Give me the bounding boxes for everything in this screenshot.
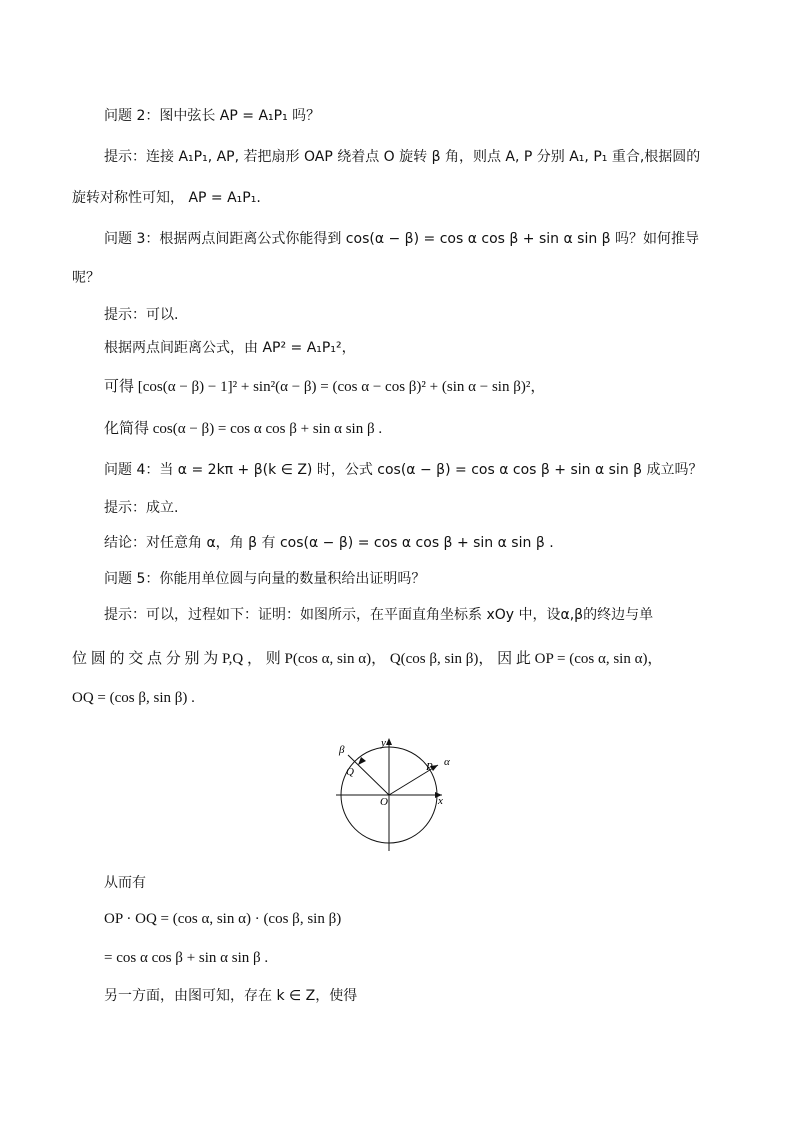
question-2: 问题 2：图中弦长 AP = A₁P₁ 吗？: [104, 108, 321, 124]
label-p: P: [426, 761, 433, 773]
hint-2-line-1: 提示：连接 A₁P₁, AP, 若把扇形 OAP 绕着点 O 旋转 β 角，则点 A, P 分别 A₁, P₁ 重合,根据圆的: [104, 149, 701, 165]
label-origin: O: [380, 796, 388, 808]
question-3-line-2: 呢？: [72, 270, 100, 286]
question-3-line-1: 问题 3：根据两点间距离公式你能得到 cos(α − β) = cos α cos β + sin α sin β 吗？如何推导: [104, 231, 700, 247]
unit-circle-figure: [334, 733, 464, 853]
question-4: 问题 4：当 α = 2kπ + β(k ∈ Z) 时，公式 cos(α − β) = cos α cos β + sin α sin β 成立吗？: [104, 462, 703, 478]
hint-5-line-3: OQ = (cos β, sin β) .: [72, 690, 195, 706]
hint-2-line-2: 旋转对称性可知， AP = A₁P₁.: [72, 190, 261, 206]
label-x: x: [438, 795, 443, 807]
hint-4: 提示：成立.: [104, 500, 179, 516]
hint-3: 提示：可以.: [104, 307, 179, 323]
equation-expanded: 可得 [cos(α − β) − 1]² + sin²(α − β) = (cos α − cos β)² + (sin α − sin β)²，: [104, 379, 546, 395]
equation-simplified: 化简得 cos(α − β) = cos α cos β + sin α sin β .: [104, 421, 383, 437]
hint-5-line-1: 提示：可以，过程如下：证明：如图所示，在平面直角坐标系 xOy 中，设α,β的终边与单: [104, 607, 654, 623]
on-the-other-hand: 另一方面，由图可知，存在 k ∈ Z，使得: [104, 988, 358, 1004]
hint-5-line-2: 位 圆 的 交 点 分 别 为 P,Q ， 则 P(cos α, sin α)， Q(cos β, sin β)， 因 此 OP = (cos α, sin α)，: [72, 651, 663, 667]
y-axis-arrow: [386, 738, 392, 745]
label-q: Q: [346, 766, 354, 778]
question-5: 问题 5：你能用单位圆与向量的数量积给出证明吗？: [104, 571, 426, 587]
label-y: y: [381, 737, 386, 749]
arrow-beta: [358, 757, 366, 765]
label-alpha: α: [444, 756, 450, 768]
terminal-side-beta: [348, 755, 389, 795]
conclusion: 结论：对任意角 α，角 β 有 cos(α − β) = cos α cos β + sin α sin β .: [104, 535, 554, 551]
dot-product-result: = cos α cos β + sin α sin β .: [104, 950, 269, 966]
therefore: 从而有: [104, 875, 146, 891]
dot-product: OP · OQ = (cos α, sin α) · (cos β, sin β): [104, 911, 342, 927]
distance-formula-intro: 根据两点间距离公式，由 AP² = A₁P₁²，: [104, 340, 356, 356]
label-beta: β: [339, 744, 345, 756]
